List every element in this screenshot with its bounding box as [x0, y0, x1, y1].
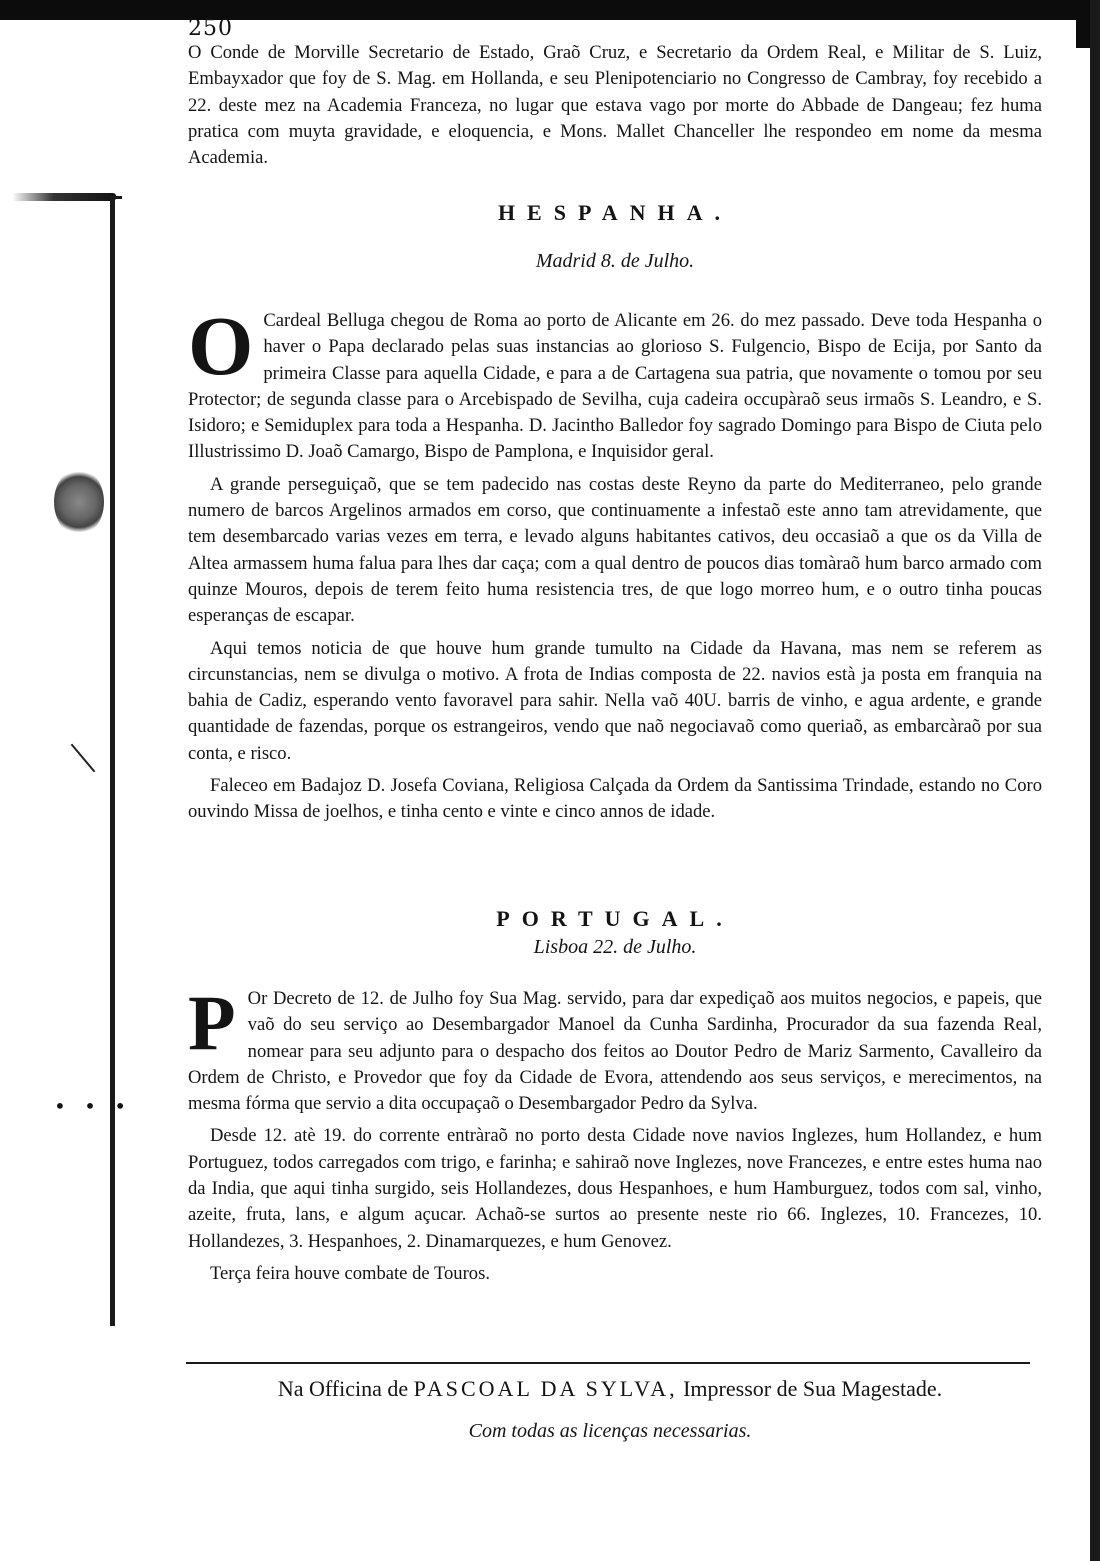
hespanha-paragraph-2: A grande perseguiçaõ, que se tem padecido nas costas deste Reyno da parte do Mediterraneo, pelo grande numero de barcos Argelinos armados em corso, que continuamente a infestaõ este anno tam atrevidamente, que tem desembarcado varias vezes em terra, e levado alguns habitantes cativos, deu occasiaõ a que os da Villa de Altea armassem huma falua para lhes dar caça; com a qual dentro de poucos dias tomàraõ hum barco armado com quinze Mouros, depois de terem feito huma resistencia tres, de que logo morreo hum, e o outro tinha poucas esperanças de escapar. — [188, 473, 1042, 627]
dateline-lisboa: Lisboa 22. de Julho. — [533, 936, 697, 958]
imprint-suffix: Impressor de Sua Magestade. — [683, 1376, 943, 1401]
intro-article — [188, 40, 1042, 177]
margin-bracket — [110, 196, 122, 1326]
margin-binding-mark — [12, 193, 116, 201]
margin-tick-mark — [71, 744, 96, 773]
dateline-madrid: Madrid 8. de Julho. — [535, 250, 695, 272]
imprint-licenses: Com todas as licenças necessarias. — [468, 1420, 752, 1442]
margin-dots: • • • — [54, 1094, 133, 1118]
hespanha-paragraph-1: Cardeal Belluga chegou de Roma ao porto de Alicante em 26. do mez passado. Deve toda Hespanha o haver o Papa declarado pelas suas instancias ao glorioso S. Fulgencio, Bispo de Ecija, por Santo da primeira Classe para aquella Cidade, e para a de Cartagena sua patria, que novamente o tomou por seu Protector; de segunda classe para o Arcebispado de Sevilha, cuja cadeira occupàraõ seus irmaõs S. Leandro, e S. Isidoro; e Semiduplex para toda a Hespanha. D. Jacintho Balledor foy sagrado Domingo para Bispo de Ciuta pelo Illustrissimo D. Joaõ Camargo, Bispo de Pamplona, e Inquisidor geral. — [188, 310, 1042, 463]
page-number: 250 — [188, 16, 233, 41]
portugal-paragraph-1: Or Decreto de 12. de Julho foy Sua Mag. servido, para dar expediçaõ aos muitos negocios, e papeis, que vaõ do seu serviço ao Desembargador Manoel da Cunha Sardinha, Procurador da sua fazenda Real, nomear para seu adjunto para o despacho dos feitos ao Doutor Pedro de Mariz Sarmento, Cavalleiro da Ordem de Christo, e Provedor que foy da Cidade de Evora, attendendo aos seus serviços, e merecimentos, na mesma fórma que servio a dita occupaçaõ o Desembargador Pedro da Sylva. — [188, 988, 1042, 1115]
hespanha-lead-paragraph — [188, 300, 1042, 466]
portugal-lead-paragraph — [188, 979, 1042, 1117]
portugal-article — [188, 979, 1042, 1293]
hespanha-paragraph-3: Aqui temos noticia de que houve hum grande tumulto na Cidade da Havana, mas nem se referem as circunstancias, nem se divulga o motivo. A frota de Indias composta de 22. navios està ja posta em franquia na bahia de Cadiz, esperando vento favoravel para sahir. Nella vaõ 40U. barris de vinho, e agua ardente, e grande quantidade de fazendas, porque os estrangeiros, vendo que naõ negociavaõ como queriaõ, as embarcàraõ por sua conta, e risco. — [188, 637, 1042, 764]
hespanha-article — [188, 300, 1042, 832]
footer-rule — [186, 1362, 1030, 1364]
section-heading-portugal: PORTUGAL. — [496, 906, 734, 931]
portugal-paragraph-3: Terça feira houve combate de Touros. — [210, 1262, 490, 1284]
imprint-prefix: Na Officina de — [277, 1376, 409, 1401]
intro-paragraph: O Conde de Morville Secretario de Estado, Graõ Cruz, e Secretario da Ordem Real, e Militar de S. Luiz, Embayxador que foy de S. Mag. em Hollanda, e seu Plenipotenciario no Congresso de Cambray, foy recebido a 22. deste mez na Academia Franceza, no lugar que estava vago por morte do Abbade de Dangeau; fez huma pratica com muyta gravidade, e eloquencia, e Mons. Mallet Chanceller lhe respondeo em nome da mesma Academia. — [188, 42, 1042, 169]
scan-right-edge — [1090, 0, 1100, 1561]
portugal-paragraph-2: Desde 12. atè 19. do corrente entràraõ no porto desta Cidade nove navios Inglezes, hum Hollandez, e hum Portuguez, todos carregados com trigo, e farinha; e sahiraõ nove Inglezes, nove Francezes, e entre estes huma nao da India, que aqui tinha surgido, seis Hollandezes, dous Hespanhoes, e hum Hamburguez, todos com sal, vinho, azeite, fruta, lans, e algum açucar. Achaõ-se surtos ao presente neste rio 66. Inglezes, 10. Francezes, 10. Hollandezes, 3. Hespanhoes, 2. Dinamarquezes, e hum Genovez. — [188, 1125, 1042, 1252]
dropcap-o: O — [188, 300, 254, 393]
hespanha-paragraph-4: Faleceo em Badajoz D. Josefa Coviana, Religiosa Calçada da Ordem da Santissima Trindade, estando no Coro ouvindo Missa de joelhos, e tinha cento e vinte e cinco annos de idade. — [188, 775, 1042, 823]
imprint-printer: PASCOAL DA SYLVA, — [413, 1376, 678, 1401]
imprint-line — [190, 1376, 1030, 1402]
dropcap-p: P — [188, 979, 236, 1066]
margin-stain — [54, 468, 104, 536]
section-heading-hespanha: HESPANHA. — [497, 200, 733, 225]
scan-top-border — [0, 0, 1100, 20]
